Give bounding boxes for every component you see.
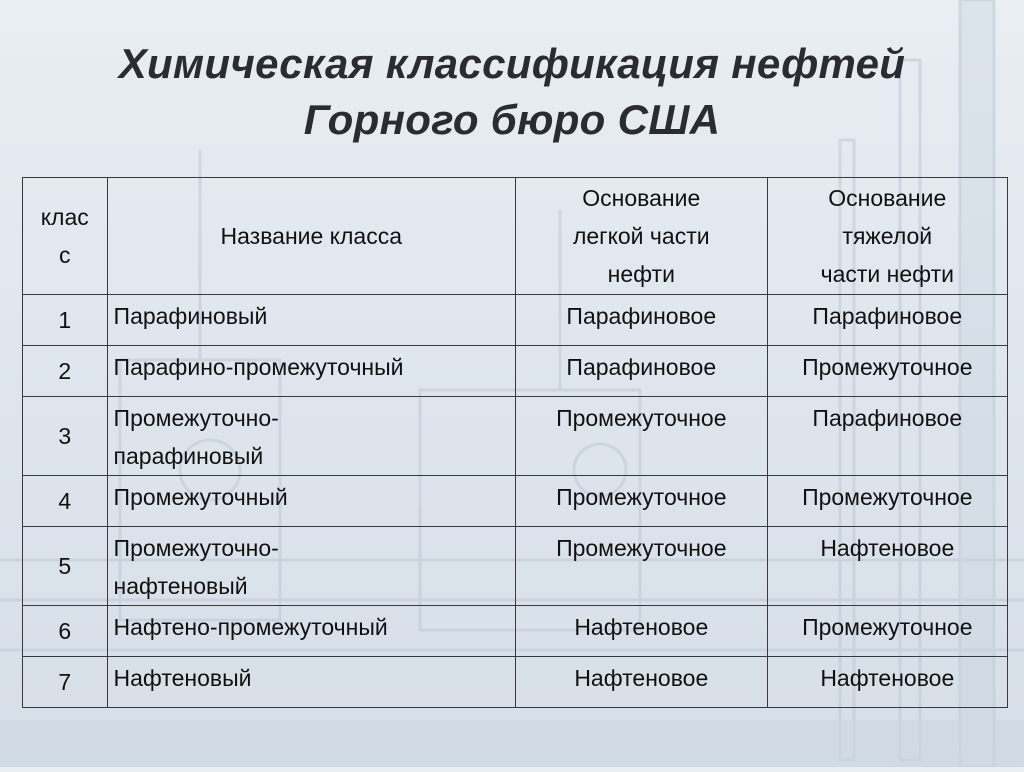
cell-heavy-value: Нафтеновое bbox=[820, 665, 955, 691]
header-class-line-2: с bbox=[59, 242, 71, 268]
title-line-2: Горного бюро США bbox=[303, 96, 721, 143]
cell-class-number: 5 bbox=[23, 527, 108, 606]
cell-light-base bbox=[515, 346, 767, 397]
cell-heavy-base bbox=[767, 476, 1007, 527]
table-header-row bbox=[23, 178, 1008, 295]
cell-class-name bbox=[107, 527, 515, 606]
cell-name-line-2: парафиновый bbox=[113, 443, 264, 469]
cell-class-number: 4 bbox=[23, 476, 108, 527]
cell-heavy-base bbox=[767, 657, 1007, 708]
cell-class-name bbox=[107, 606, 515, 657]
table-row bbox=[23, 527, 1008, 606]
header-class-name bbox=[107, 178, 515, 295]
header-class-number bbox=[23, 178, 108, 295]
cell-light-value: Промежуточное bbox=[556, 484, 727, 510]
cell-light-base bbox=[515, 476, 767, 527]
cell-light-value: Промежуточное bbox=[556, 405, 727, 431]
header-light-line-2: легкой части bbox=[572, 223, 710, 249]
table-row bbox=[23, 657, 1008, 708]
cell-light-value: Нафтеновое bbox=[574, 665, 709, 691]
cell-heavy-base bbox=[767, 527, 1007, 606]
cell-name-line-1: Промежуточно- bbox=[113, 535, 279, 561]
cell-name-line-1: Нафтено-промежуточный bbox=[113, 614, 388, 640]
header-heavy-base bbox=[767, 178, 1007, 295]
table-row bbox=[23, 606, 1008, 657]
header-light-line-3: нефти bbox=[607, 261, 675, 287]
header-name-label: Название класса bbox=[220, 223, 402, 249]
cell-class-number: 7 bbox=[23, 657, 108, 708]
cell-heavy-base bbox=[767, 397, 1007, 476]
cell-heavy-base bbox=[767, 295, 1007, 346]
cell-class-number: 2 bbox=[23, 346, 108, 397]
cell-name-line-2: нафтеновый bbox=[113, 573, 248, 599]
cell-heavy-value: Промежуточное bbox=[802, 484, 973, 510]
cell-light-value: Нафтеновое bbox=[574, 614, 709, 640]
cell-name-line-1: Парафино-промежуточный bbox=[113, 354, 404, 380]
header-heavy-line-2: тяжелой bbox=[842, 223, 933, 249]
classification-table bbox=[22, 177, 1008, 708]
cell-light-base bbox=[515, 397, 767, 476]
table-row bbox=[23, 397, 1008, 476]
header-light-line-1: Основание bbox=[582, 185, 701, 211]
header-heavy-line-3: части нефти bbox=[820, 261, 954, 287]
cell-class-name bbox=[107, 295, 515, 346]
cell-class-number: 6 bbox=[23, 606, 108, 657]
cell-class-name bbox=[107, 476, 515, 527]
cell-heavy-base bbox=[767, 606, 1007, 657]
cell-heavy-value: Парафиновое bbox=[812, 405, 963, 431]
cell-name-line-1: Парафиновый bbox=[113, 303, 268, 329]
cell-class-number: 1 bbox=[23, 295, 108, 346]
cell-light-base bbox=[515, 657, 767, 708]
title-line-1: Химическая классификация нефтей bbox=[118, 40, 906, 87]
cell-class-number: 3 bbox=[23, 397, 108, 476]
cell-light-value: Промежуточное bbox=[556, 535, 727, 561]
slide-title bbox=[0, 36, 1024, 148]
cell-name-line-1: Нафтеновый bbox=[113, 665, 252, 691]
cell-class-name bbox=[107, 657, 515, 708]
table-row bbox=[23, 295, 1008, 346]
cell-heavy-value: Нафтеновое bbox=[820, 535, 955, 561]
cell-light-base bbox=[515, 295, 767, 346]
table-row bbox=[23, 476, 1008, 527]
header-heavy-line-1: Основание bbox=[828, 185, 947, 211]
cell-heavy-value: Промежуточное bbox=[802, 354, 973, 380]
cell-light-base bbox=[515, 527, 767, 606]
cell-light-value: Парафиновое bbox=[566, 354, 717, 380]
cell-light-base bbox=[515, 606, 767, 657]
cell-heavy-value: Парафиновое bbox=[812, 303, 963, 329]
cell-class-name bbox=[107, 346, 515, 397]
cell-light-value: Парафиновое bbox=[566, 303, 717, 329]
cell-class-name bbox=[107, 397, 515, 476]
table-row bbox=[23, 346, 1008, 397]
header-class-line-1: клас bbox=[40, 204, 89, 230]
header-light-base bbox=[515, 178, 767, 295]
cell-heavy-value: Промежуточное bbox=[802, 614, 973, 640]
cell-name-line-1: Промежуточно- bbox=[113, 405, 279, 431]
cell-name-line-1: Промежуточный bbox=[113, 484, 288, 510]
cell-heavy-base bbox=[767, 346, 1007, 397]
